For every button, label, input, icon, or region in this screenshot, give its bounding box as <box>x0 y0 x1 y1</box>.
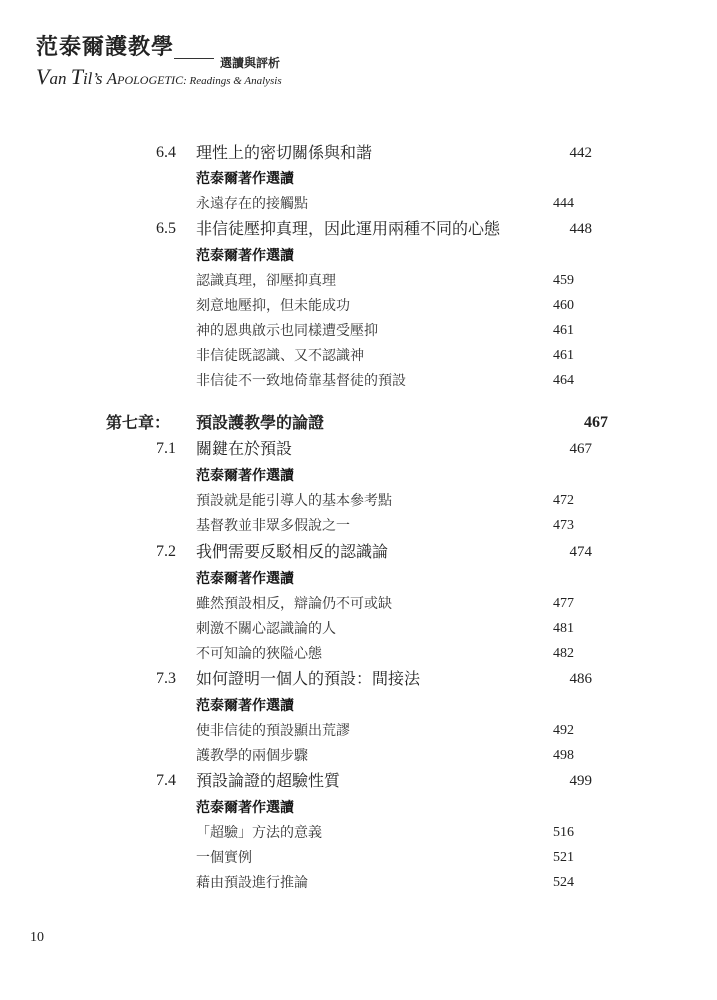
en-title-apologetic: Apologetic <box>106 69 184 88</box>
toc-number: 7.2 <box>156 543 176 560</box>
toc-number: 7.4 <box>156 772 176 789</box>
toc-readings-label <box>0 567 717 591</box>
toc-page-number: 448 <box>569 221 592 237</box>
toc-page-number: 467 <box>569 441 592 457</box>
toc-page-number: 467 <box>584 414 608 431</box>
toc-page-number: 498 <box>553 748 574 763</box>
toc-subentry <box>0 719 717 743</box>
en-title-rest: : Readings & Analysis <box>183 75 282 87</box>
toc-title: 范泰爾著作選讀 <box>196 571 294 587</box>
toc-page-number: 472 <box>553 493 574 508</box>
toc-subentry <box>0 489 717 513</box>
toc-title: 雖然預設相反，辯論仍不可或缺 <box>196 596 392 612</box>
toc-title: 預設論證的超驗性質 <box>196 771 341 790</box>
toc-page-number: 461 <box>553 348 574 363</box>
toc-title: 理性上的密切關係與和諧 <box>196 143 373 162</box>
toc-number: 第七章： <box>106 413 171 432</box>
toc-title: 神的恩典啟示也同樣遭受壓抑 <box>196 323 378 339</box>
toc-subentry <box>0 821 717 845</box>
book-title: 范泰爾護教學 <box>36 34 175 60</box>
toc-title: 非信徒壓抑真理，因此運用兩種不同的心態 <box>196 219 501 238</box>
toc-subentry <box>0 369 717 393</box>
toc-title: 范泰爾著作選讀 <box>196 698 294 714</box>
toc-page-number: 482 <box>553 646 574 661</box>
toc-title: 預設護教學的論證 <box>196 413 325 432</box>
toc-section <box>0 540 717 564</box>
toc-title: 刺激不關心認識論的人 <box>196 621 336 637</box>
toc-title: 范泰爾著作選讀 <box>196 248 294 264</box>
toc-section <box>0 437 717 461</box>
toc-page-number: 521 <box>553 850 574 865</box>
toc-page-number: 461 <box>553 323 574 338</box>
toc-section <box>0 667 717 691</box>
toc-subentry <box>0 269 717 293</box>
book-subtitle: 選讀與評析 <box>220 56 281 70</box>
toc-title: 關鍵在於預設 <box>196 439 293 458</box>
toc-readings-label <box>0 694 717 718</box>
toc-title: 如何證明一個人的預設：間接法 <box>196 669 421 688</box>
toc-title: 非信徒既認識、又不認識神 <box>196 348 364 364</box>
en-title-v: V <box>36 64 50 89</box>
toc-readings-label <box>0 244 717 268</box>
toc-subentry <box>0 642 717 666</box>
toc-title: 認識真理，卻壓抑真理 <box>196 273 336 289</box>
toc-title: 我們需要反駁相反的認識論 <box>196 542 389 561</box>
toc-subentry <box>0 514 717 538</box>
toc-subentry <box>0 871 717 895</box>
toc-page-number: 486 <box>569 671 592 687</box>
toc-section <box>0 769 717 793</box>
page-number: 10 <box>30 930 44 945</box>
toc-title: 永遠存在的接觸點 <box>196 196 308 212</box>
toc-page-number: 516 <box>553 825 574 840</box>
toc-page-number: 492 <box>553 723 574 738</box>
toc-title: 護教學的兩個步驟 <box>196 748 308 764</box>
toc-number: 6.4 <box>156 144 176 161</box>
toc-readings-label <box>0 796 717 820</box>
toc-page-number: 477 <box>553 596 574 611</box>
toc-page-number: 464 <box>553 373 574 388</box>
toc-subentry <box>0 592 717 616</box>
toc-subentry <box>0 846 717 870</box>
en-title-an: an <box>49 69 71 88</box>
toc-title: 范泰爾著作選讀 <box>196 800 294 816</box>
toc-readings-label <box>0 464 717 488</box>
toc-title: 一個實例 <box>196 850 252 866</box>
toc-title: 刻意地壓抑，但未能成功 <box>196 298 350 314</box>
toc-title: 預設就是能引導人的基本參考點 <box>196 493 392 509</box>
toc-subentry <box>0 294 717 318</box>
toc-subentry <box>0 744 717 768</box>
toc-page-number: 524 <box>553 875 574 890</box>
toc-number: 6.5 <box>156 220 176 237</box>
toc-title: 基督教並非眾多假說之一 <box>196 518 350 534</box>
toc-subentry <box>0 617 717 641</box>
toc-readings-label <box>0 167 717 191</box>
toc-page-number: 460 <box>553 298 574 313</box>
toc-subentry <box>0 192 717 216</box>
toc-title: 藉由預設進行推論 <box>196 875 308 891</box>
toc-title: 不可知論的狹隘心態 <box>196 646 322 662</box>
toc-number: 7.3 <box>156 670 176 687</box>
toc-page-number: 444 <box>553 196 574 211</box>
toc-section <box>0 217 717 241</box>
toc-page-number: 459 <box>553 273 574 288</box>
toc-title: 「超驗」方法的意義 <box>196 825 322 841</box>
toc-page-number: 499 <box>569 773 592 789</box>
toc-subentry <box>0 319 717 343</box>
toc-title: 使非信徒的預設顯出荒謬 <box>196 723 350 739</box>
toc-chapter <box>0 411 717 435</box>
toc-page-number: 473 <box>553 518 574 533</box>
toc-subentry <box>0 344 717 368</box>
toc-title: 范泰爾著作選讀 <box>196 468 294 484</box>
toc-page-number: 442 <box>569 145 592 161</box>
toc-title: 范泰爾著作選讀 <box>196 171 294 187</box>
toc-number: 7.1 <box>156 440 176 457</box>
toc-section <box>0 141 717 165</box>
en-title-ils: il’s <box>82 69 107 88</box>
toc-page-number: 481 <box>553 621 574 636</box>
en-title-t: T <box>70 64 83 89</box>
toc-page-number: 474 <box>569 544 592 560</box>
toc-title: 非信徒不一致地倚靠基督徒的預設 <box>196 373 406 389</box>
